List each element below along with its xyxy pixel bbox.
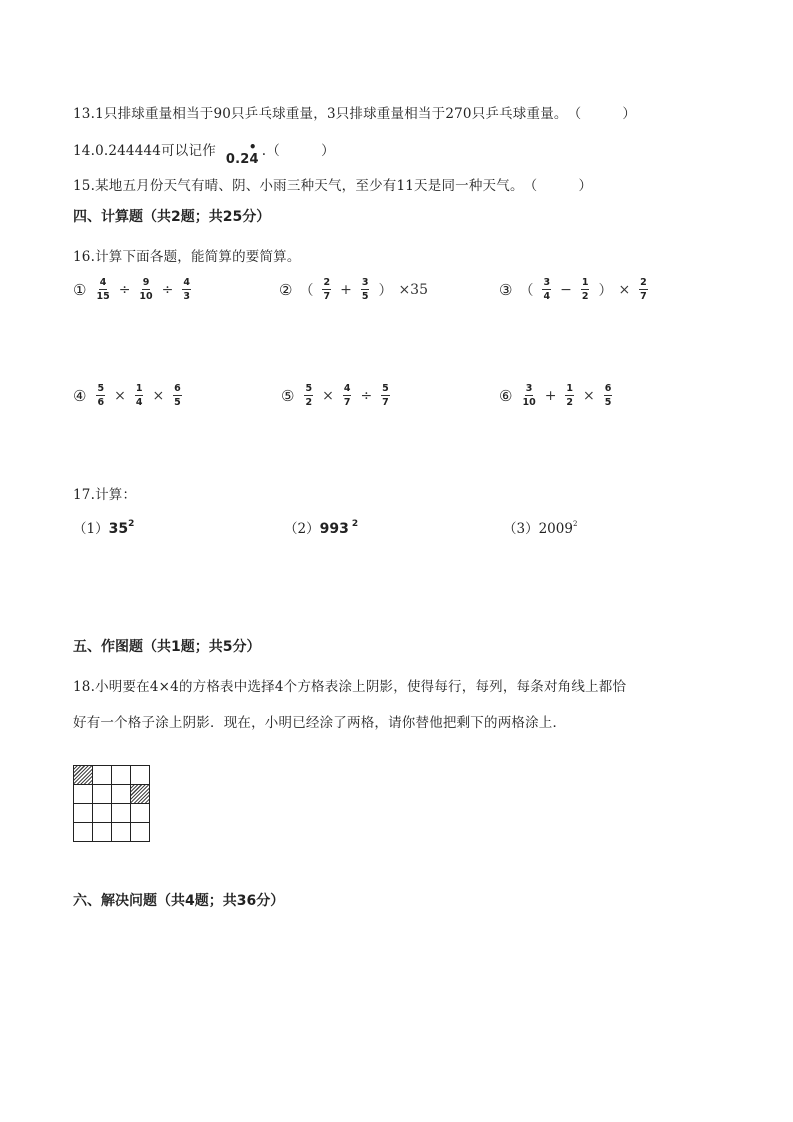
item-number-label: ⑥ [499, 386, 513, 405]
operator: （ [519, 282, 534, 299]
operator: × [114, 387, 126, 404]
denominator: 7 [640, 291, 647, 302]
operator: + [340, 281, 352, 298]
grid-cell[interactable] [74, 823, 93, 842]
operator: × [618, 281, 631, 298]
fraction [381, 383, 390, 408]
operator: × [322, 387, 334, 404]
operator: × [152, 387, 165, 404]
denominator: 2 [581, 291, 589, 302]
square-item-2 [284, 517, 358, 537]
denominator: 10 [139, 291, 153, 302]
grid-cell[interactable] [112, 766, 131, 785]
grid-cell-shaded[interactable] [131, 785, 150, 804]
numerator: 4 [183, 277, 191, 288]
repeating-dot-icon: • [248, 140, 257, 154]
section-heading-drawing: 五、作图题（共1题；共5分） [73, 639, 261, 655]
question-16-prompt: 16.计算下面各题，能简算的要简算。 [73, 249, 301, 265]
fraction [96, 383, 105, 408]
fraction [639, 277, 648, 302]
operator: − [560, 281, 572, 298]
denominator: 3 [183, 291, 191, 302]
expression-3 [499, 277, 654, 302]
grid-cell[interactable] [112, 804, 131, 823]
numerator: 9 [142, 277, 150, 288]
denominator: 7 [382, 397, 389, 408]
question-14 [73, 139, 335, 167]
expression-2 [279, 277, 431, 302]
operator: （ [299, 282, 314, 299]
question-number: 15. [73, 178, 96, 194]
item-number-label: ③ [499, 280, 513, 299]
expression-1 [73, 277, 197, 302]
grid-cell[interactable] [131, 804, 150, 823]
fraction [542, 277, 551, 302]
denominator: 4 [135, 397, 143, 408]
grid-cell[interactable] [93, 766, 112, 785]
denominator: 7 [323, 291, 331, 302]
fraction [135, 383, 144, 408]
fraction [581, 277, 590, 302]
question-number: 13. [73, 106, 96, 122]
section-heading-problem-solving: 六、解决问题（共4题；共36分） [73, 893, 285, 909]
base-number: 35 [108, 521, 129, 537]
fraction [604, 383, 613, 408]
numerator: 4 [343, 383, 351, 394]
shading-grid-4x4 [73, 765, 150, 842]
answer-blank[interactable]: （ ） [523, 178, 593, 194]
question-18-line-2: 好有一个格子涂上阴影．现在，小明已经涂了两格，请你替他把剩下的两格涂上． [73, 715, 567, 731]
numerator: 6 [174, 383, 181, 394]
fraction [96, 277, 109, 302]
fraction [522, 383, 535, 408]
base-number: 2009 [538, 521, 573, 537]
operator: ） [378, 282, 393, 299]
exponent: 2 [351, 519, 359, 529]
denominator: 5 [361, 291, 369, 302]
grid-cell[interactable] [131, 823, 150, 842]
denominator: 2 [305, 397, 313, 408]
section-heading-calculation: 四、计算题（共2题；共25分） [73, 209, 271, 225]
grid-cell[interactable] [131, 766, 150, 785]
square-item-3 [503, 517, 577, 537]
denominator: 2 [566, 397, 574, 408]
denominator: 10 [522, 397, 536, 408]
period: . [261, 143, 267, 159]
question-text: 0.244444可以记作 [95, 143, 216, 159]
item-number-label: ① [73, 280, 87, 299]
fraction [343, 383, 352, 408]
item-number-label: ④ [73, 386, 87, 405]
question-text: 某地五月份天气有晴、阴、小雨三种天气，至少有11天是同一种天气。 [95, 178, 524, 194]
fraction [173, 383, 182, 408]
grid-cell[interactable] [93, 823, 112, 842]
denominator: 4 [543, 291, 551, 302]
operator: ） [598, 282, 613, 299]
exponent: 2 [572, 520, 578, 528]
fraction [322, 277, 331, 302]
expression-5 [281, 383, 396, 408]
question-18-line-1: 18.小明要在4×4的方格表中选择4个方格表涂上阴影，使得每行，每列，每条对角线上都恰 [73, 679, 627, 695]
operator: × [583, 387, 595, 404]
numerator: 5 [97, 383, 105, 394]
expression-6 [499, 383, 618, 408]
answer-blank[interactable]: （ ） [567, 106, 637, 122]
base-number: 993 [319, 521, 349, 537]
numerator: 3 [543, 277, 551, 288]
answer-blank[interactable]: （ ） [266, 143, 335, 159]
question-15 [73, 174, 592, 194]
numerator: 2 [640, 277, 647, 288]
decimal-value: 0.24 [225, 152, 259, 167]
numerator: 6 [604, 383, 612, 394]
denominator: 6 [97, 397, 105, 408]
question-13 [73, 102, 636, 122]
denominator: 5 [604, 397, 612, 408]
operator: ×35 [398, 281, 428, 298]
fraction [182, 277, 191, 302]
numerator: 5 [305, 383, 313, 394]
operator: ÷ [161, 281, 174, 298]
fraction [361, 277, 370, 302]
item-label: （2） [284, 521, 320, 537]
grid-cell-shaded[interactable] [74, 766, 93, 785]
expression-4 [73, 383, 188, 408]
item-label: （1） [73, 521, 109, 537]
grid-cell[interactable] [112, 823, 131, 842]
numerator: 3 [361, 277, 369, 288]
operator: ÷ [118, 281, 131, 298]
fraction [139, 277, 152, 302]
grid-cell[interactable] [93, 785, 112, 804]
question-text: 1只排球重量相当于90只乒乓球重量，3只排球重量相当于270只乒乓球重量。 [95, 106, 568, 122]
numerator: 1 [135, 383, 143, 394]
grid-cell[interactable] [74, 804, 93, 823]
fraction [304, 383, 313, 408]
denominator: 5 [174, 397, 181, 408]
square-item-1 [73, 517, 134, 537]
operator: + [544, 387, 557, 404]
numerator: 1 [581, 277, 589, 288]
operator: ÷ [360, 387, 373, 404]
numerator: 2 [323, 277, 331, 288]
numerator: 3 [525, 383, 533, 394]
item-number-label: ⑤ [281, 386, 295, 405]
grid-cell[interactable] [112, 785, 131, 804]
denominator: 15 [96, 291, 110, 302]
numerator: 4 [99, 277, 107, 288]
question-number: 14. [73, 143, 96, 159]
item-label: （3） [503, 521, 539, 537]
item-number-label: ② [279, 280, 293, 299]
exponent: 2 [128, 519, 135, 529]
grid-cell[interactable] [93, 804, 112, 823]
numerator: 5 [382, 383, 389, 394]
numerator: 1 [566, 383, 574, 394]
denominator: 7 [343, 397, 351, 408]
grid-cell[interactable] [74, 785, 93, 804]
repeating-decimal [225, 140, 259, 167]
question-17-prompt: 17.计算： [73, 487, 137, 503]
fraction [565, 383, 574, 408]
